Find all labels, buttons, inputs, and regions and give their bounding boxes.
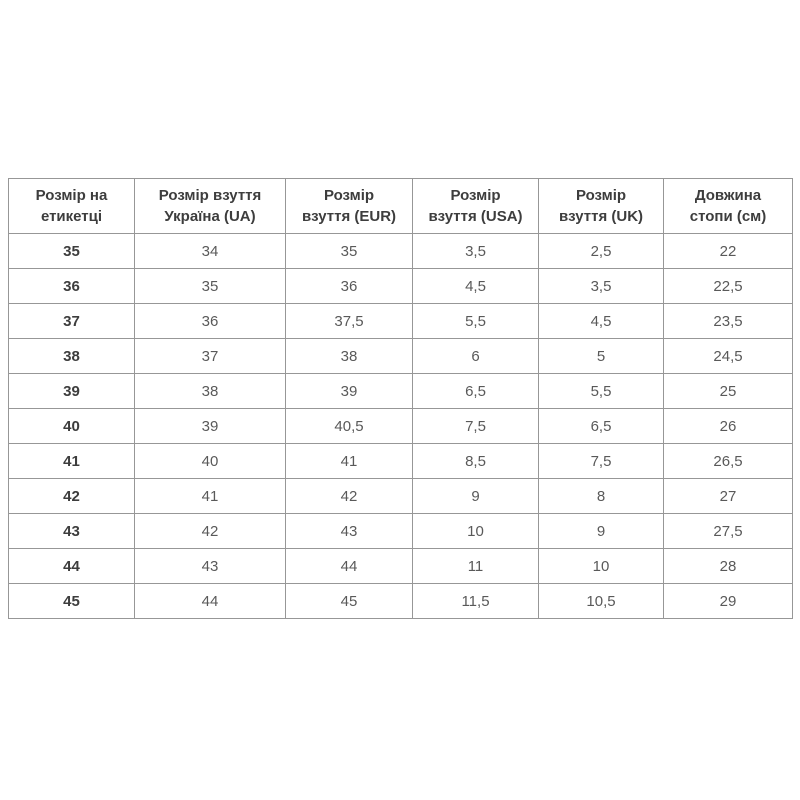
table-cell: 6,5 <box>539 409 664 444</box>
table-cell: 26 <box>664 409 793 444</box>
row-label-cell: 36 <box>9 269 135 304</box>
header-line: Довжина <box>694 187 762 204</box>
header-line: Розмір <box>575 187 627 204</box>
table-cell: 40,5 <box>286 409 413 444</box>
table-cell: 44 <box>135 584 286 619</box>
table-row <box>9 339 793 374</box>
header-line: Розмір на <box>35 187 108 204</box>
table-row <box>9 549 793 584</box>
row-label-cell: 43 <box>9 514 135 549</box>
column-header-ua-size <box>135 179 286 234</box>
table-cell: 42 <box>135 514 286 549</box>
header-line: стопи (см) <box>689 208 767 225</box>
table-header <box>9 179 793 234</box>
header-line: Розмір взуття <box>158 187 262 204</box>
table-cell: 10 <box>413 514 539 549</box>
table-cell: 41 <box>135 479 286 514</box>
table-cell: 26,5 <box>664 444 793 479</box>
table-cell: 35 <box>286 234 413 269</box>
table-cell: 34 <box>135 234 286 269</box>
row-label-cell: 40 <box>9 409 135 444</box>
table-cell: 4,5 <box>539 304 664 339</box>
table-body <box>9 234 793 619</box>
header-line: Україна (UA) <box>164 208 256 225</box>
table-cell: 38 <box>135 374 286 409</box>
table-cell: 7,5 <box>539 444 664 479</box>
header-row <box>9 179 793 234</box>
table-cell: 27,5 <box>664 514 793 549</box>
row-label-cell: 45 <box>9 584 135 619</box>
table-cell: 9 <box>413 479 539 514</box>
header-line: взуття (EUR) <box>301 208 397 225</box>
table-cell: 44 <box>286 549 413 584</box>
table-row <box>9 234 793 269</box>
header-line: взуття (USA) <box>428 208 523 225</box>
size-chart-table <box>8 178 793 619</box>
table-cell: 35 <box>135 269 286 304</box>
table-cell: 23,5 <box>664 304 793 339</box>
size-chart-container <box>8 178 792 619</box>
table-cell: 6,5 <box>413 374 539 409</box>
table-cell: 3,5 <box>539 269 664 304</box>
row-label-cell: 37 <box>9 304 135 339</box>
header-line: Розмір <box>323 187 375 204</box>
column-header-uk-size <box>539 179 664 234</box>
table-cell: 6 <box>413 339 539 374</box>
column-header-label-size <box>9 179 135 234</box>
table-cell: 11 <box>413 549 539 584</box>
table-cell: 45 <box>286 584 413 619</box>
table-cell: 2,5 <box>539 234 664 269</box>
row-label-cell: 39 <box>9 374 135 409</box>
column-header-foot-length <box>664 179 793 234</box>
header-line: Розмір <box>450 187 501 204</box>
table-row <box>9 409 793 444</box>
table-cell: 40 <box>135 444 286 479</box>
table-cell: 38 <box>286 339 413 374</box>
table-cell: 42 <box>286 479 413 514</box>
row-label-cell: 38 <box>9 339 135 374</box>
table-row <box>9 269 793 304</box>
header-line: етикетці <box>40 208 103 225</box>
table-cell: 43 <box>286 514 413 549</box>
table-cell: 43 <box>135 549 286 584</box>
row-label-cell: 44 <box>9 549 135 584</box>
row-label-cell: 42 <box>9 479 135 514</box>
table-cell: 3,5 <box>413 234 539 269</box>
table-cell: 39 <box>135 409 286 444</box>
table-cell: 5,5 <box>539 374 664 409</box>
table-cell: 4,5 <box>413 269 539 304</box>
table-cell: 24,5 <box>664 339 793 374</box>
table-cell: 10 <box>539 549 664 584</box>
row-label-cell: 35 <box>9 234 135 269</box>
table-cell: 8 <box>539 479 664 514</box>
table-row <box>9 514 793 549</box>
table-cell: 36 <box>135 304 286 339</box>
table-cell: 5,5 <box>413 304 539 339</box>
table-cell: 9 <box>539 514 664 549</box>
table-cell: 8,5 <box>413 444 539 479</box>
table-cell: 10,5 <box>539 584 664 619</box>
table-cell: 37 <box>135 339 286 374</box>
table-row <box>9 374 793 409</box>
table-cell: 41 <box>286 444 413 479</box>
row-label-cell: 41 <box>9 444 135 479</box>
table-row <box>9 304 793 339</box>
table-row <box>9 479 793 514</box>
table-cell: 22 <box>664 234 793 269</box>
table-cell: 11,5 <box>413 584 539 619</box>
header-line: взуття (UK) <box>558 208 644 225</box>
column-header-eur-size <box>286 179 413 234</box>
table-cell: 36 <box>286 269 413 304</box>
table-row <box>9 444 793 479</box>
column-header-usa-size <box>413 179 539 234</box>
table-cell: 37,5 <box>286 304 413 339</box>
table-cell: 39 <box>286 374 413 409</box>
table-cell: 28 <box>664 549 793 584</box>
table-cell: 5 <box>539 339 664 374</box>
table-cell: 29 <box>664 584 793 619</box>
table-cell: 27 <box>664 479 793 514</box>
table-row <box>9 584 793 619</box>
table-cell: 22,5 <box>664 269 793 304</box>
table-cell: 25 <box>664 374 793 409</box>
table-cell: 7,5 <box>413 409 539 444</box>
